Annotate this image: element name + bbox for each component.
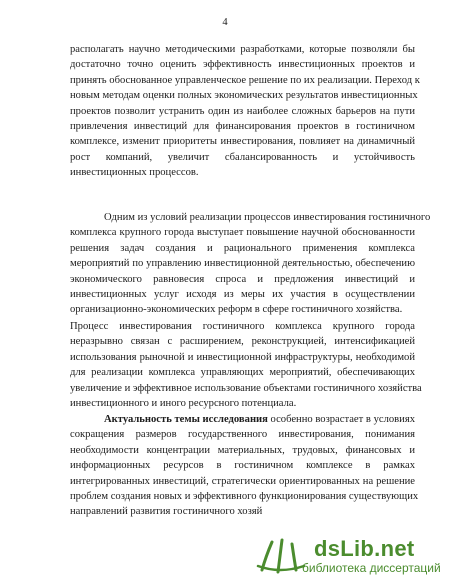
text-line: [70, 412, 415, 427]
dslib-logo-icon: [252, 536, 308, 576]
text-fragment: особенно возрастает в условиях: [267, 414, 415, 425]
page-number: 4: [222, 17, 228, 28]
text-line: располагать научно методическими разработками, которые позволяли бы: [70, 44, 415, 55]
paragraph-3: [70, 319, 422, 411]
paragraph-1: [70, 42, 420, 181]
text-line: мероприятий по управлению инвестиционной деятельностью, обеспечению: [70, 258, 415, 270]
watermark-subtitle: библиотека диссертаций: [302, 561, 441, 575]
text-line: привлечения инвестиций для финансирования проектов в гостиничном: [70, 120, 415, 132]
text-line: проектов позволит устранить один из наиболее сложных барьеров на пути: [70, 105, 415, 117]
watermark-domain: dsLib.net: [314, 536, 415, 561]
text-line: Процесс инвестирования гостиничного комплекса крупного города: [70, 321, 415, 332]
text-line: Одним из условий реализации процессов инвестирования гостиничного: [104, 212, 431, 223]
text-line: сокращения размеров государственного инвестирования, понимания: [70, 429, 415, 441]
text-line: увеличение и эффективное использование объектами гостиничного хозяйства: [70, 382, 422, 394]
text-line: необходимости концентрации материальных, трудовых, финансовых и: [70, 444, 415, 456]
text-line: информационных ресурсов в гостиничном комплексе в рамках: [70, 460, 415, 472]
text-line: инвестиционных услуг исходя из меры их участия в осуществлении: [70, 288, 415, 300]
paragraph-4: [70, 412, 419, 520]
text-line: экономического равновесия спроса и предложения инвестиций и: [70, 273, 415, 285]
text-line: для реализации комплекса управляющих мероприятий, обеспечивающих: [70, 367, 415, 379]
text-line: инвестиционных процессов.: [70, 167, 199, 179]
dslib-watermark: [252, 536, 442, 576]
text-line: новым методам оценки полных экономических результатов инвестиционных: [70, 90, 418, 102]
paragraph-2: [70, 210, 431, 318]
text-line: принять обоснованное управленческое решение по их реализации. Переход к: [70, 74, 420, 86]
text-line: достаточно точно оценить эффективность инвестиционных проектов и: [70, 59, 415, 71]
text-line: направлений развития гостиничного хозяй: [70, 506, 263, 518]
text-line: рост компаний, увеличит сбалансированность и устойчивость: [70, 151, 415, 163]
bold-heading-phrase: Актуальность темы исследования: [104, 414, 268, 425]
text-line: комплексе, изменит приоритеты инвестирования, повлияет на динамичный: [70, 136, 415, 148]
text-line: неразрывно связан с расширением, реконструкцией, интенсификацией: [70, 336, 415, 348]
text-line: интегрированных инвестиций, стратегически ориентированных на решение: [70, 475, 415, 487]
text-line: решения задач создания и рационального применения комплекса: [70, 242, 415, 254]
text-line: проблем создания новых и эффективного функционирования существующих: [70, 490, 419, 502]
text-line: использования рыночной и инвестиционной инфраструктуры, необходимой: [70, 351, 415, 363]
text-line: инвестиционного и иного ресурсного потенциала.: [70, 397, 297, 409]
text-line: организационно-экономических реформ в сфере гостиничного хозяйства.: [70, 304, 403, 316]
text-line: комплекса крупного города выступает повышение научной обоснованности: [70, 227, 415, 239]
